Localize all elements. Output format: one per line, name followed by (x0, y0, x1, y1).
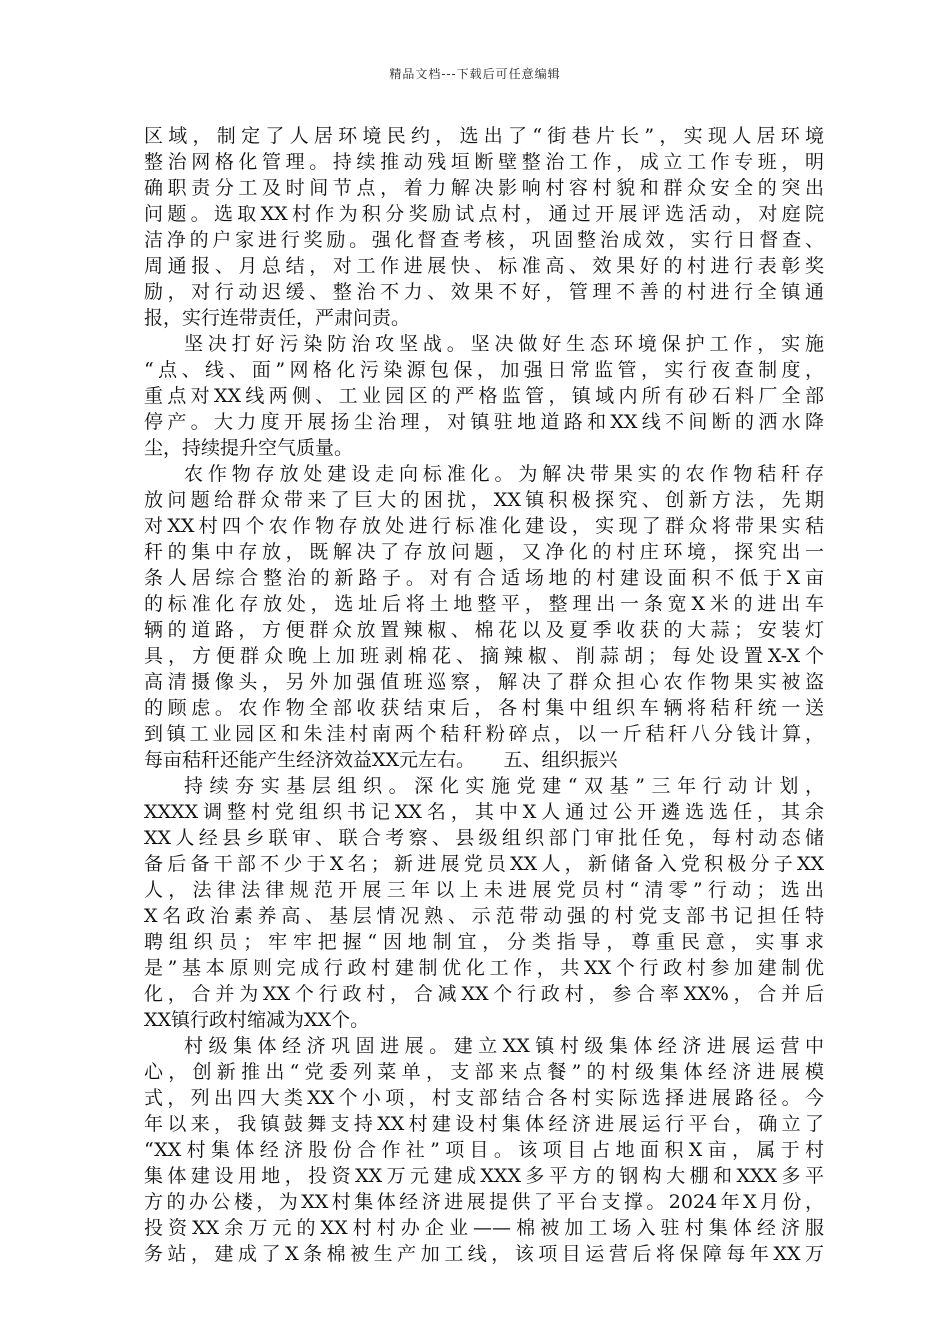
text-line: 报，实行连带责任，严肃问责。 (144, 307, 411, 329)
text-line: 辆的道路，方便群众放置辣椒、棉花以及夏季收获的大蒜；安装灯 (144, 619, 824, 641)
text-line: 方的办公楼，为XX村集体经济进展提供了平台支撑。2024年X月份， (144, 1191, 824, 1213)
text-line: 聘组织员；牢牢把握“因地制宜，分类指导，尊重民意，实事求 (144, 931, 824, 953)
text-line: 村级集体经济巩固进展。建立XX镇村级集体经济进展运营中 (184, 1035, 824, 1057)
text-line: 放问题给群众带来了巨大的困扰，XX镇积极探究、创新方法，先期 (144, 489, 824, 511)
text-line: 年以来，我镇鼓舞支持XX村建设村集体经济进展运行平台，确立了 (144, 1113, 824, 1135)
text-line: 是”基本原则完成行政村建制优化工作，共XX个行政村参加建制优 (144, 957, 824, 979)
text-line: 确职责分工及时间节点，着力解决影响村容村貌和群众安全的突出 (144, 177, 824, 199)
text-line: 洁净的户家进行奖励。强化督查考核，巩固整治成效，实行日督查、 (144, 229, 824, 251)
text-line: 重点对XX线两侧、工业园区的严格监管，镇域内所有砂石料厂全部 (144, 385, 824, 407)
text-line: 人，法律法律规范开展三年以上未进展党员村“清零”行动；选出 (144, 879, 824, 901)
text-line: 区域，制定了人居环境民约，选出了“街巷片长”，实现人居环境 (144, 125, 824, 147)
text-line: 每亩秸秆还能产生经济效益XX元左右。 五、组织振兴 (144, 749, 618, 771)
text-line: 秆的集中存放，既解决了存放问题，又净化的村庄环境，探究出一 (144, 541, 824, 563)
text-line: “点、线、面”网格化污染源包保，加强日常监管，实行夜查制度， (144, 359, 824, 381)
text-line: “XX村集体经济股份合作社”项目。该项目占地面积X亩，属于村 (144, 1139, 824, 1161)
text-line: 投资XX余万元的XX村村办企业——棉被加工场入驻村集体经济服 (144, 1217, 824, 1239)
text-line: XX人经县乡联审、联合考察、县级组织部门审批任免，每村动态储 (144, 827, 824, 849)
text-line: 对XX村四个农作物存放处进行标准化建设，实现了群众将带果实秸 (144, 515, 824, 537)
text-line: XXXX调整村党组织书记XX名，其中X人通过公开遴选选任，其余 (144, 801, 824, 823)
text-line: 式，列出四大类XX个小项，村支部结合各村实际选择进展路径。今 (144, 1087, 824, 1109)
text-line: 停产。大力度开展扬尘治理，对镇驻地道路和XX线不间断的洒水降 (144, 411, 824, 433)
text-line: 心，创新推出“党委列菜单，支部来点餐”的村级集体经济进展模 (144, 1061, 824, 1083)
text-line: 问题。选取XX村作为积分奖励试点村，通过开展评选活动，对庭院 (144, 203, 824, 225)
text-line: 励，对行动迟缓、整治不力、效果不好，管理不善的村进行全镇通 (144, 281, 824, 303)
document-body (144, 123, 824, 1267)
text-line: 备后备干部不少于X名；新进展党员XX人，新储备入党积极分子XX (144, 853, 824, 875)
text-line: 整治网格化管理。持续推动残垣断壁整治工作，成立工作专班，明 (144, 151, 824, 173)
page-header: 精品文档---下载后可任意编辑 (389, 67, 561, 81)
text-line: 持续夯实基层组织。深化实施党建“双基”三年行动计划， (184, 775, 824, 797)
text-line: XX镇行政村缩减为XX个。 (144, 1009, 370, 1031)
text-line: 高清摄像头，另外加强值班巡察，解决了群众担心农作物果实被盗 (144, 671, 824, 693)
text-line: 务站，建成了X条棉被生产加工线，该项目运营后将保障每年XX万 (144, 1243, 824, 1265)
text-line: X名政治素养高、基层情况熟、示范带动强的村党支部书记担任特 (144, 905, 824, 927)
text-line: 集体建设用地，投资XX万元建成XXX多平方的钢构大棚和XXX多平 (144, 1165, 824, 1187)
text-line: 农作物存放处建设走向标准化。为解决带果实的农作物秸秆存 (184, 463, 824, 485)
text-line: 化，合并为XX个行政村，合减XX个行政村，参合率XX%，合并后 (144, 983, 824, 1005)
text-line: 尘，持续提升空气质量。 (144, 437, 354, 459)
text-line: 周通报、月总结，对工作进展快、标准高、效果好的村进行表彰奖 (144, 255, 824, 277)
text-line: 到镇工业园区和朱洼村南两个秸秆粉碎点，以一斤秸秆八分钱计算， (144, 723, 824, 745)
text-line: 坚决打好污染防治攻坚战。坚决做好生态环境保护工作，实施 (184, 333, 824, 355)
text-line: 具，方便群众晚上加班剥棉花、摘辣椒、削蒜胡；每处设置X-X个 (144, 645, 824, 667)
text-line: 的顾虑。农作物全部收获结束后，各村集中组织车辆将秸秆统一送 (144, 697, 824, 719)
text-line: 条人居综合整治的新路子。对有合适场地的村建设面积不低于X亩 (144, 567, 824, 589)
text-line: 的标准化存放处，选址后将土地整平，整理出一条宽X米的进出车 (144, 593, 824, 615)
